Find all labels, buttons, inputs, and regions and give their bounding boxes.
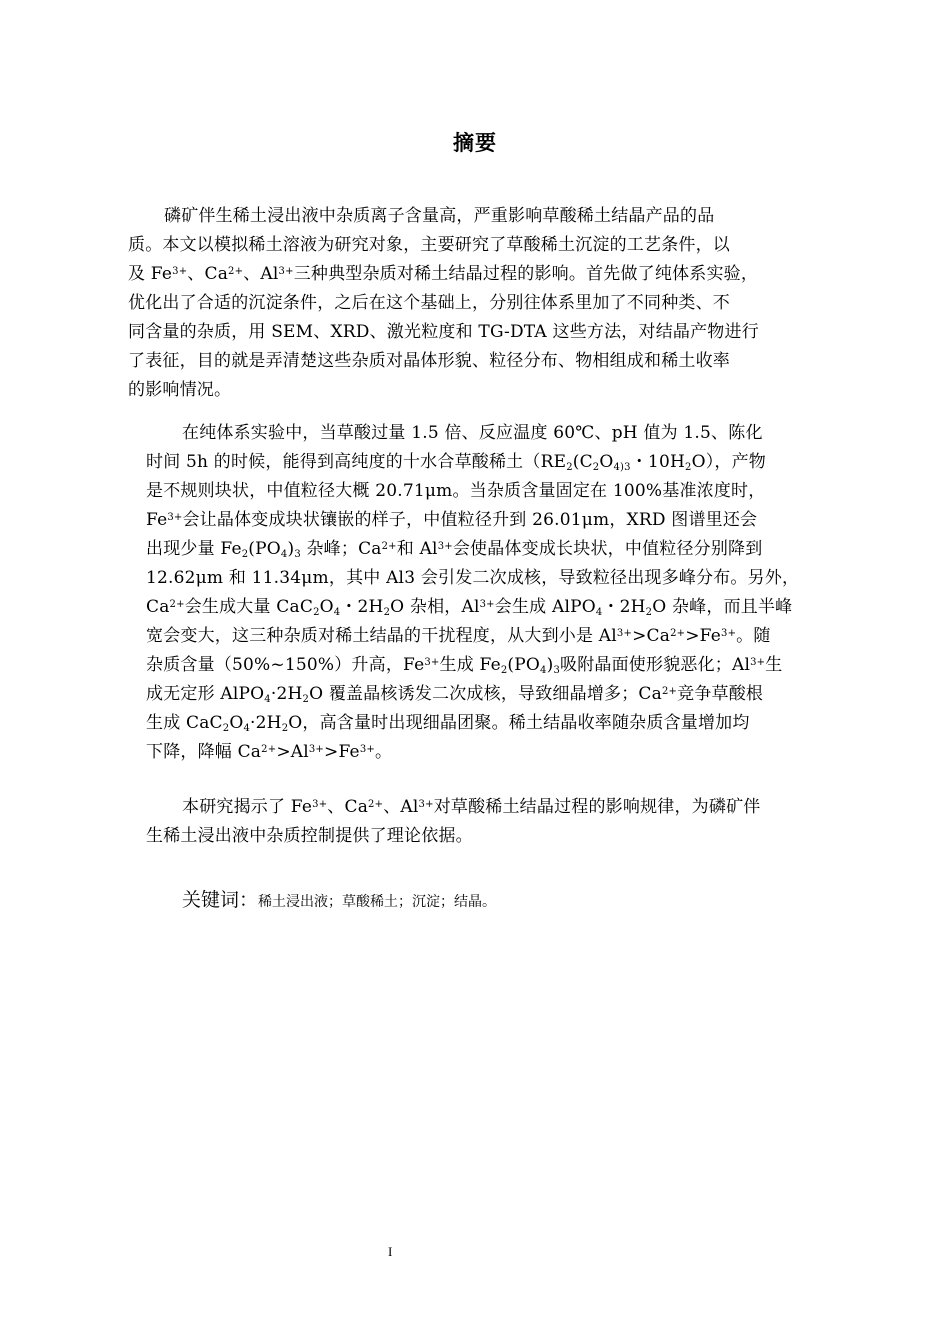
page-title: 摘要 [453,131,497,155]
text-line: $Ca^{2+}$会生成大量 $CaC_2O_4$・$2H_2O$ 杂相，$Al^{3+}$会生成 AlPO$_4$・$2H_2O$ 杂峰，而且半峰 [146,597,793,618]
text-line: 及 $Fe^{3+}$、$Ca^{2+}$、$Al^{3+}$三种典型杂质对稀土结晶过程的影响。首先做了纯体系实验， [128,264,759,284]
text-line: $Fe^{3+}$会让晶体变成块状镶嵌的样子，中值粒径升到 26.01μm，XRD 图谱里还会 [146,510,758,530]
abstract-paragraph-2 [146,419,811,767]
text-line: 同含量的杂质，用 SEM、XRD、激光粒度和 TG-DTA 这些方法，对结晶产物进行 [128,322,759,342]
text-line: 下降，降幅 $Ca^{2+}>Al^{3+}>Fe^{3+}$。 [146,742,393,762]
text-line: 时间 5h 的时候，能得到高纯度的十水合草酸稀土（$RE_2(C_2O_{4)3}$・$10H_2O$），产物 [146,452,766,473]
text-line: 杂质含量（50%~150%）升高，$Fe^{3+}$生成 $Fe_2(PO_4)_3$吸附晶面使形貌恶化；$Al^{3+}$生 [146,655,783,676]
text-line: 磷矿伴生稀土浸出液中杂质离子含量高，严重影响草酸稀土结晶产品的品 [164,206,715,226]
abstract-paragraph-3 [146,793,811,851]
text-line: 生成 $CaC_2O_4\cdot 2H_2O$，高含量时出现细晶团聚。稀土结晶收率随杂质含量增加均 [146,713,750,734]
text-line: 在纯体系实验中，当草酸过量 1.5 倍、反应温度 60℃、pH 值为 1.5、陈化 [182,423,763,443]
text-line: 出现少量 $Fe_2(PO_4)_3$ 杂峰；$Ca^{2+}$和 $Al^{3+}$会使晶体变成长块状，中值粒径分别降到 [146,539,763,560]
abstract-paragraph-1 [128,202,808,405]
text-line: 是不规则块状，中值粒径大概 20.71μm。当杂质含量固定在 100%基准浓度时， [146,481,766,501]
text-line: 质。本文以模拟稀土溶液为研究对象，主要研究了草酸稀土沉淀的工艺条件，以 [128,235,730,255]
text-line: 优化出了合适的沉淀条件，之后在这个基础上，分别往体系里加了不同种类、不 [128,293,730,313]
keywords-text: 稀土浸出液；草酸稀土；沉淀；结晶。 [258,894,497,910]
keywords-label: 关键词： [182,889,259,911]
text-line: 成无定形 $AlPO_4\cdot 2H_2O$ 覆盖晶核诱发二次成核，导致细晶增多；$Ca^{2+}$竞争草酸根 [146,684,764,705]
keywords [182,884,496,918]
text-line: 本研究揭示了 $Fe^{3+}$、$Ca^{2+}$、$Al^{3+}$对草酸稀土结晶过程的影响规律，为磷矿伴 [182,797,761,817]
text-line: 宽会变大，这三种杂质对稀土结晶的干扰程度，从大到小是 $Al^{3+}>Ca^{2+}>Fe^{3+}$。随 [146,626,771,646]
text-line: 了表征，目的就是弄清楚这些杂质对晶体形貌、粒径分布、物相组成和稀土收率 [128,351,730,371]
text-line: 的影响情况。 [128,380,232,400]
page-number: I [388,1244,393,1259]
text-line: 12.62μm 和 11.34μm，其中 Al3 会引发二次成核，导致粒径出现多峰分布。另外， [146,568,800,588]
text-line: 生稀土浸出液中杂质控制提供了理论依据。 [146,826,473,846]
